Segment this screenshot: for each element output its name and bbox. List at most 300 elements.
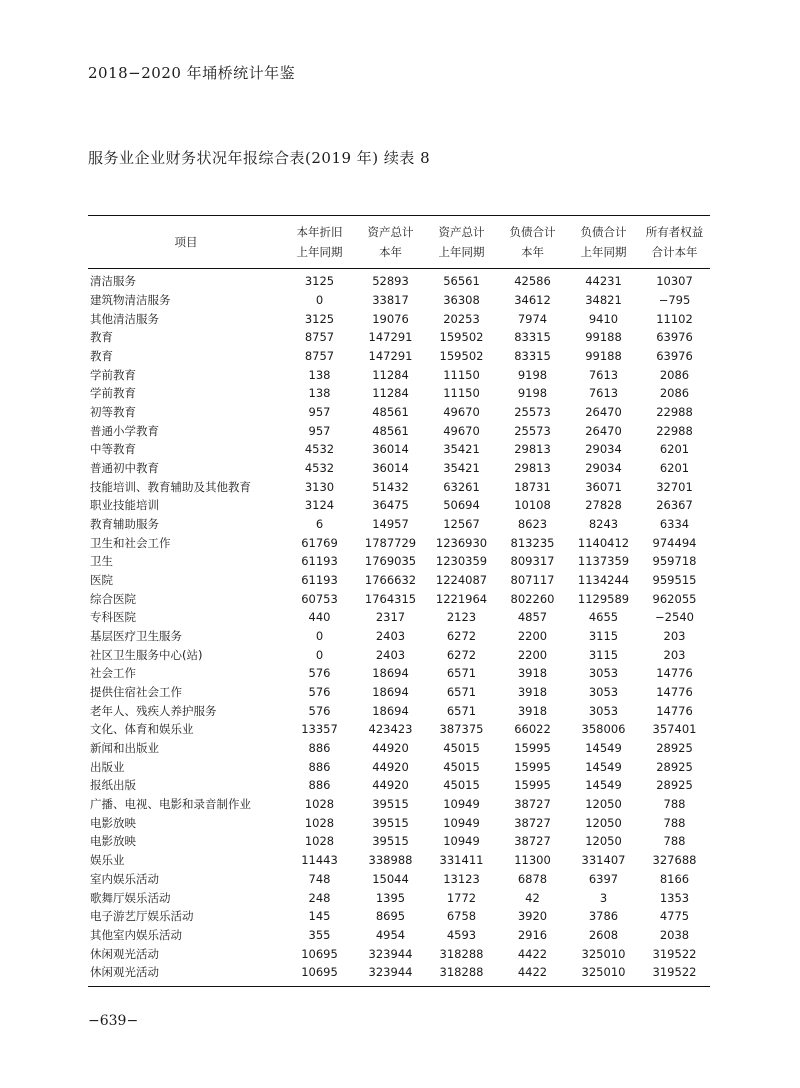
value-cell: 3125	[304, 274, 335, 289]
row-label-cell: 电影放映	[90, 834, 136, 849]
value-cell: 11150	[443, 367, 480, 382]
value-cell: 4532	[304, 442, 335, 457]
value-cell: 15995	[514, 741, 551, 756]
value-cell: 10108	[514, 498, 551, 513]
value-cell: 14957	[372, 517, 409, 532]
table-row	[88, 963, 710, 986]
value-cell: 50694	[443, 498, 480, 513]
value-cell: 159502	[439, 330, 484, 345]
value-cell: 35421	[443, 442, 480, 457]
value-cell: 13123	[443, 871, 480, 886]
value-cell: 34612	[514, 293, 551, 307]
table-row	[88, 701, 710, 720]
table-row	[88, 757, 710, 776]
value-cell: 1787729	[364, 535, 417, 550]
table-row	[88, 589, 710, 608]
running-header: 2018−2020 年埇桥统计年鉴	[88, 64, 296, 82]
value-cell: 1134244	[577, 573, 630, 588]
value-cell: 576	[308, 685, 331, 700]
row-label-cell: 普通小学教育	[90, 423, 159, 438]
column-header-line: 上年同期	[438, 245, 485, 259]
value-cell: 1236930	[435, 535, 488, 550]
table-row	[88, 776, 710, 795]
value-cell: 3053	[588, 685, 619, 700]
value-cell: 159502	[439, 349, 484, 364]
value-cell: 3115	[588, 629, 619, 644]
column-header-line: 本年折旧	[296, 225, 343, 239]
table-row	[88, 851, 710, 870]
value-cell: 576	[308, 703, 331, 718]
value-cell: 61193	[301, 554, 338, 569]
table-row	[88, 926, 710, 945]
value-cell: 10949	[443, 834, 480, 849]
value-cell: 4655	[588, 610, 619, 625]
value-cell: 36475	[372, 498, 409, 513]
table-row	[88, 739, 710, 758]
column-header-line: 本年	[379, 245, 402, 259]
value-cell: 2403	[375, 629, 406, 644]
value-cell: 145	[308, 909, 331, 924]
value-cell: 6272	[446, 629, 477, 644]
value-cell: 2608	[588, 927, 619, 942]
value-cell: 22988	[656, 405, 693, 420]
value-cell: 147291	[368, 349, 413, 364]
value-cell: 0	[315, 647, 324, 662]
value-cell: 42586	[514, 274, 551, 289]
value-cell: 18694	[372, 703, 409, 718]
column-header	[639, 216, 710, 269]
row-label-cell: 歌舞厅娱乐活动	[90, 890, 171, 905]
table-row	[88, 291, 710, 310]
value-cell: 29813	[514, 442, 551, 457]
row-label-cell: 卫生和社会工作	[90, 535, 171, 550]
value-cell: 3053	[588, 666, 619, 681]
table-row	[88, 477, 710, 496]
row-label-cell: 文化、体育和娱乐业	[90, 722, 194, 737]
value-cell: 319522	[639, 963, 710, 986]
row-label-cell: 初等教育	[90, 405, 136, 420]
value-cell: 0	[315, 293, 324, 307]
value-cell: 10949	[443, 815, 480, 830]
value-cell: 327688	[652, 853, 697, 868]
column-header	[355, 216, 426, 269]
value-cell: 2200	[517, 647, 548, 662]
value-cell: 12567	[443, 517, 480, 532]
value-cell: 576	[308, 666, 331, 681]
value-cell: 14776	[656, 685, 693, 700]
table-row	[88, 813, 710, 832]
table-row	[88, 627, 710, 646]
value-cell: 8243	[588, 517, 619, 532]
value-cell: 10307	[656, 274, 693, 289]
row-label-cell: 技能培训、教育辅助及其他教育	[90, 479, 251, 494]
value-cell: 1766632	[364, 573, 417, 588]
table-row	[88, 533, 710, 552]
row-label-cell: 学前教育	[90, 386, 136, 401]
value-cell: 34821	[585, 293, 622, 307]
value-cell: 63261	[443, 479, 480, 494]
value-cell: 6201	[659, 461, 690, 476]
row-label-cell: 教育辅助服务	[90, 517, 159, 532]
row-label-cell: 休闲观光活动	[88, 963, 284, 986]
row-label-cell: 基层医疗卫生服务	[90, 629, 182, 644]
value-cell: 248	[308, 890, 331, 905]
value-cell: 957	[308, 405, 331, 420]
table-row	[88, 907, 710, 926]
value-cell: 20253	[443, 311, 480, 326]
row-label-cell: 提供住宿社会工作	[90, 685, 182, 700]
value-cell: 8757	[304, 349, 335, 364]
table-row	[88, 384, 710, 403]
row-label-cell: 清洁服务	[90, 274, 136, 289]
table-row	[88, 309, 710, 328]
row-label-cell: 建筑物清洁服务	[90, 293, 171, 307]
value-cell: 36014	[372, 442, 409, 457]
column-header-item: 项目	[174, 235, 198, 249]
value-cell: 4954	[375, 927, 406, 942]
value-cell: 358006	[581, 722, 626, 737]
table-title: 服务业企业财务状况年报综合表(2019 年) 续表 8	[88, 149, 431, 167]
value-cell: 45015	[443, 741, 480, 756]
value-cell: 1224087	[435, 573, 488, 588]
value-cell: 63976	[656, 330, 693, 345]
value-cell: 2916	[517, 927, 548, 942]
value-cell: 6758	[446, 909, 477, 924]
value-cell: 12050	[585, 815, 622, 830]
table-row	[88, 328, 710, 347]
column-header-line: 本年	[521, 245, 544, 259]
table-container	[88, 215, 710, 987]
value-cell: 7613	[588, 386, 619, 401]
table-row	[88, 459, 710, 478]
value-cell: 36014	[372, 461, 409, 476]
row-label-cell: 广播、电视、电影和录音制作业	[90, 797, 251, 812]
value-cell: 61769	[301, 535, 338, 550]
value-cell: 6571	[446, 703, 477, 718]
value-cell: 1221964	[435, 591, 488, 606]
row-label-cell: 中等教育	[90, 442, 136, 457]
table-row	[88, 870, 710, 889]
value-cell: 38727	[514, 834, 551, 849]
row-label-cell: 卫生	[90, 554, 113, 569]
value-cell: 36308	[443, 293, 480, 307]
value-cell: 32701	[656, 479, 693, 494]
value-cell: 18731	[514, 479, 551, 494]
column-header-line: 上年同期	[580, 245, 627, 259]
table-row	[88, 347, 710, 366]
row-label-cell: 专科医院	[90, 610, 136, 625]
value-cell: 1764315	[364, 591, 417, 606]
value-cell: 25573	[514, 423, 551, 438]
value-cell: 1230359	[435, 554, 488, 569]
row-label-cell: 电影放映	[90, 815, 136, 830]
row-label-cell: 电子游艺厅娱乐活动	[90, 909, 194, 924]
value-cell: 14776	[656, 666, 693, 681]
column-header-line: 负债合计	[580, 225, 627, 239]
data-table	[88, 215, 710, 987]
value-cell: −795	[658, 293, 691, 307]
value-cell: 788	[663, 815, 686, 830]
table-row	[88, 515, 710, 534]
value-cell: 44231	[585, 274, 622, 289]
value-cell: 2086	[659, 367, 690, 382]
value-cell: 0	[315, 629, 324, 644]
value-cell: 45015	[443, 759, 480, 774]
value-cell: 13357	[301, 722, 338, 737]
table-row	[88, 552, 710, 571]
value-cell: 99188	[585, 330, 622, 345]
table-row	[88, 365, 710, 384]
value-cell: 28925	[656, 759, 693, 774]
value-cell: 11284	[372, 386, 409, 401]
column-header	[284, 216, 355, 269]
value-cell: 3130	[304, 479, 335, 494]
value-cell: 9410	[588, 311, 619, 326]
row-label-cell: 老年人、残疾人养护服务	[90, 703, 217, 718]
value-cell: 11443	[301, 853, 338, 868]
value-cell: 22988	[656, 423, 693, 438]
value-cell: 3124	[304, 498, 335, 513]
value-cell: 323944	[368, 946, 413, 961]
value-cell: 28925	[656, 778, 693, 793]
value-cell: 12050	[585, 834, 622, 849]
value-cell: 802260	[510, 591, 555, 606]
table-row	[88, 269, 710, 291]
value-cell: 3918	[517, 685, 548, 700]
value-cell: 3918	[517, 666, 548, 681]
value-cell: 4532	[304, 461, 335, 476]
table-row	[88, 403, 710, 422]
value-cell: 2123	[446, 610, 477, 625]
row-label-cell: 教育	[90, 330, 113, 345]
value-cell: 61193	[301, 573, 338, 588]
row-label-cell: 娱乐业	[90, 853, 125, 868]
value-cell: 15995	[514, 778, 551, 793]
value-cell: 6878	[517, 871, 548, 886]
value-cell: 2086	[659, 386, 690, 401]
value-cell: 10695	[301, 946, 338, 961]
value-cell: 1028	[304, 834, 335, 849]
value-cell: 357401	[652, 722, 697, 737]
value-cell: 3786	[588, 909, 619, 924]
row-label-cell: 职业技能培训	[90, 498, 159, 513]
value-cell: 48561	[372, 423, 409, 438]
value-cell: 2038	[659, 927, 690, 942]
column-header-line: 所有者权益	[645, 225, 704, 239]
value-cell: 63976	[656, 349, 693, 364]
value-cell: 962055	[652, 591, 697, 606]
value-cell: 11300	[514, 853, 551, 868]
value-cell: 4593	[446, 927, 477, 942]
row-label-cell: 报纸出版	[90, 778, 136, 793]
value-cell: 83315	[514, 349, 551, 364]
value-cell: −2540	[655, 610, 694, 625]
value-cell: 66022	[514, 722, 551, 737]
value-cell: 6334	[659, 517, 690, 532]
value-cell: 147291	[368, 330, 413, 345]
column-header-line: 上年同期	[296, 245, 343, 259]
row-label-cell: 综合医院	[90, 591, 136, 606]
value-cell: 886	[308, 741, 331, 756]
row-label-cell: 医院	[90, 573, 113, 588]
value-cell: 7613	[588, 367, 619, 382]
column-header-line: 合计本年	[651, 245, 698, 259]
value-cell: 26367	[656, 498, 693, 513]
value-cell: 52893	[372, 274, 409, 289]
value-cell: 10695	[284, 963, 355, 986]
value-cell: 1028	[304, 797, 335, 812]
value-cell: 8166	[659, 871, 690, 886]
value-cell: 4422	[517, 946, 548, 961]
value-cell: 331407	[581, 853, 626, 868]
value-cell: 14549	[585, 778, 622, 793]
value-cell: 18694	[372, 666, 409, 681]
row-label-cell: 室内娱乐活动	[90, 871, 159, 886]
value-cell: 29034	[585, 442, 622, 457]
row-label-cell: 新闻和出版业	[90, 741, 159, 756]
value-cell: 6397	[588, 871, 619, 886]
value-cell: 9198	[517, 367, 548, 382]
value-cell: 33817	[372, 293, 409, 307]
table-row	[88, 832, 710, 851]
value-cell: 51432	[372, 479, 409, 494]
value-cell: 39515	[372, 815, 409, 830]
value-cell: 809317	[510, 554, 555, 569]
value-cell: 19076	[372, 311, 409, 326]
value-cell: 1129589	[577, 591, 630, 606]
column-header	[568, 216, 639, 269]
table-body	[88, 269, 710, 987]
value-cell: 2317	[375, 610, 406, 625]
value-cell: 8695	[375, 909, 406, 924]
value-cell: 42	[525, 890, 540, 905]
row-label-cell: 社区卫生服务中心(站)	[90, 647, 203, 662]
column-header-line: 负债合计	[509, 225, 556, 239]
column-header-line: 资产总计	[438, 225, 485, 239]
value-cell: 748	[308, 871, 331, 886]
value-cell: 138	[308, 367, 331, 382]
value-cell: 6571	[446, 685, 477, 700]
value-cell: 886	[308, 778, 331, 793]
value-cell: 1140412	[577, 535, 630, 550]
value-cell: 28925	[656, 741, 693, 756]
value-cell: 27828	[585, 498, 622, 513]
value-cell: 49670	[443, 423, 480, 438]
value-cell: 3125	[304, 311, 335, 326]
value-cell: 7974	[517, 311, 548, 326]
value-cell: 318288	[439, 946, 484, 961]
value-cell: 18694	[372, 685, 409, 700]
row-label-cell: 出版业	[90, 759, 125, 774]
value-cell: 38727	[514, 815, 551, 830]
value-cell: 6201	[659, 442, 690, 457]
value-cell: 49670	[443, 405, 480, 420]
value-cell: 2403	[375, 647, 406, 662]
value-cell: 959515	[652, 573, 697, 588]
value-cell: 39515	[372, 834, 409, 849]
value-cell: 813235	[510, 535, 555, 550]
value-cell: 203	[663, 629, 686, 644]
column-header	[497, 216, 568, 269]
value-cell: 4857	[517, 610, 548, 625]
table-row	[88, 571, 710, 590]
value-cell: 331411	[439, 853, 484, 868]
table-row	[88, 421, 710, 440]
value-cell: 325010	[568, 963, 639, 986]
value-cell: 959718	[652, 554, 697, 569]
value-cell: 25573	[514, 405, 551, 420]
row-label-cell: 普通初中教育	[90, 461, 159, 476]
value-cell: 39515	[372, 797, 409, 812]
value-cell: 8757	[304, 330, 335, 345]
value-cell: 440	[308, 610, 331, 625]
table-header	[88, 216, 710, 269]
value-cell: 9198	[517, 386, 548, 401]
value-cell: 886	[308, 759, 331, 774]
value-cell: 48561	[372, 405, 409, 420]
value-cell: 60753	[301, 591, 338, 606]
value-cell: 323944	[355, 963, 426, 986]
value-cell: 2200	[517, 629, 548, 644]
value-cell: 3115	[588, 647, 619, 662]
table-row	[88, 664, 710, 683]
value-cell: 974494	[652, 535, 697, 550]
page-number: −639−	[88, 1013, 139, 1029]
value-cell: 138	[308, 386, 331, 401]
value-cell: 15995	[514, 759, 551, 774]
value-cell: 6571	[446, 666, 477, 681]
value-cell: 3918	[517, 703, 548, 718]
value-cell: 83315	[514, 330, 551, 345]
value-cell: 14549	[585, 741, 622, 756]
value-cell: 3053	[588, 703, 619, 718]
value-cell: 15044	[372, 871, 409, 886]
value-cell: 423423	[368, 722, 413, 737]
value-cell: 1395	[375, 890, 406, 905]
value-cell: 36071	[585, 479, 622, 494]
value-cell: 29813	[514, 461, 551, 476]
value-cell: 1137359	[577, 554, 630, 569]
value-cell: 10949	[443, 797, 480, 812]
table-row	[88, 440, 710, 459]
value-cell: 26470	[585, 423, 622, 438]
value-cell: 318288	[426, 963, 497, 986]
value-cell: 319522	[652, 946, 697, 961]
value-cell: 11150	[443, 386, 480, 401]
row-label-cell: 其他室内娱乐活动	[90, 927, 182, 942]
table-row	[88, 720, 710, 739]
table-row	[88, 683, 710, 702]
value-cell: 1772	[446, 890, 477, 905]
value-cell: 12050	[585, 797, 622, 812]
row-label-cell: 教育	[90, 349, 113, 364]
table-row	[88, 795, 710, 814]
value-cell: 3920	[517, 909, 548, 924]
value-cell: 3	[599, 890, 608, 905]
value-cell: 807117	[510, 573, 555, 588]
value-cell: 8623	[517, 517, 548, 532]
value-cell: 387375	[439, 722, 484, 737]
value-cell: 35421	[443, 461, 480, 476]
value-cell: 4422	[497, 963, 568, 986]
value-cell: 1769035	[364, 554, 417, 569]
value-cell: 11102	[656, 311, 693, 326]
value-cell: 26470	[585, 405, 622, 420]
value-cell: 38727	[514, 797, 551, 812]
column-header-line: 资产总计	[367, 225, 414, 239]
value-cell: 29034	[585, 461, 622, 476]
value-cell: 99188	[585, 349, 622, 364]
